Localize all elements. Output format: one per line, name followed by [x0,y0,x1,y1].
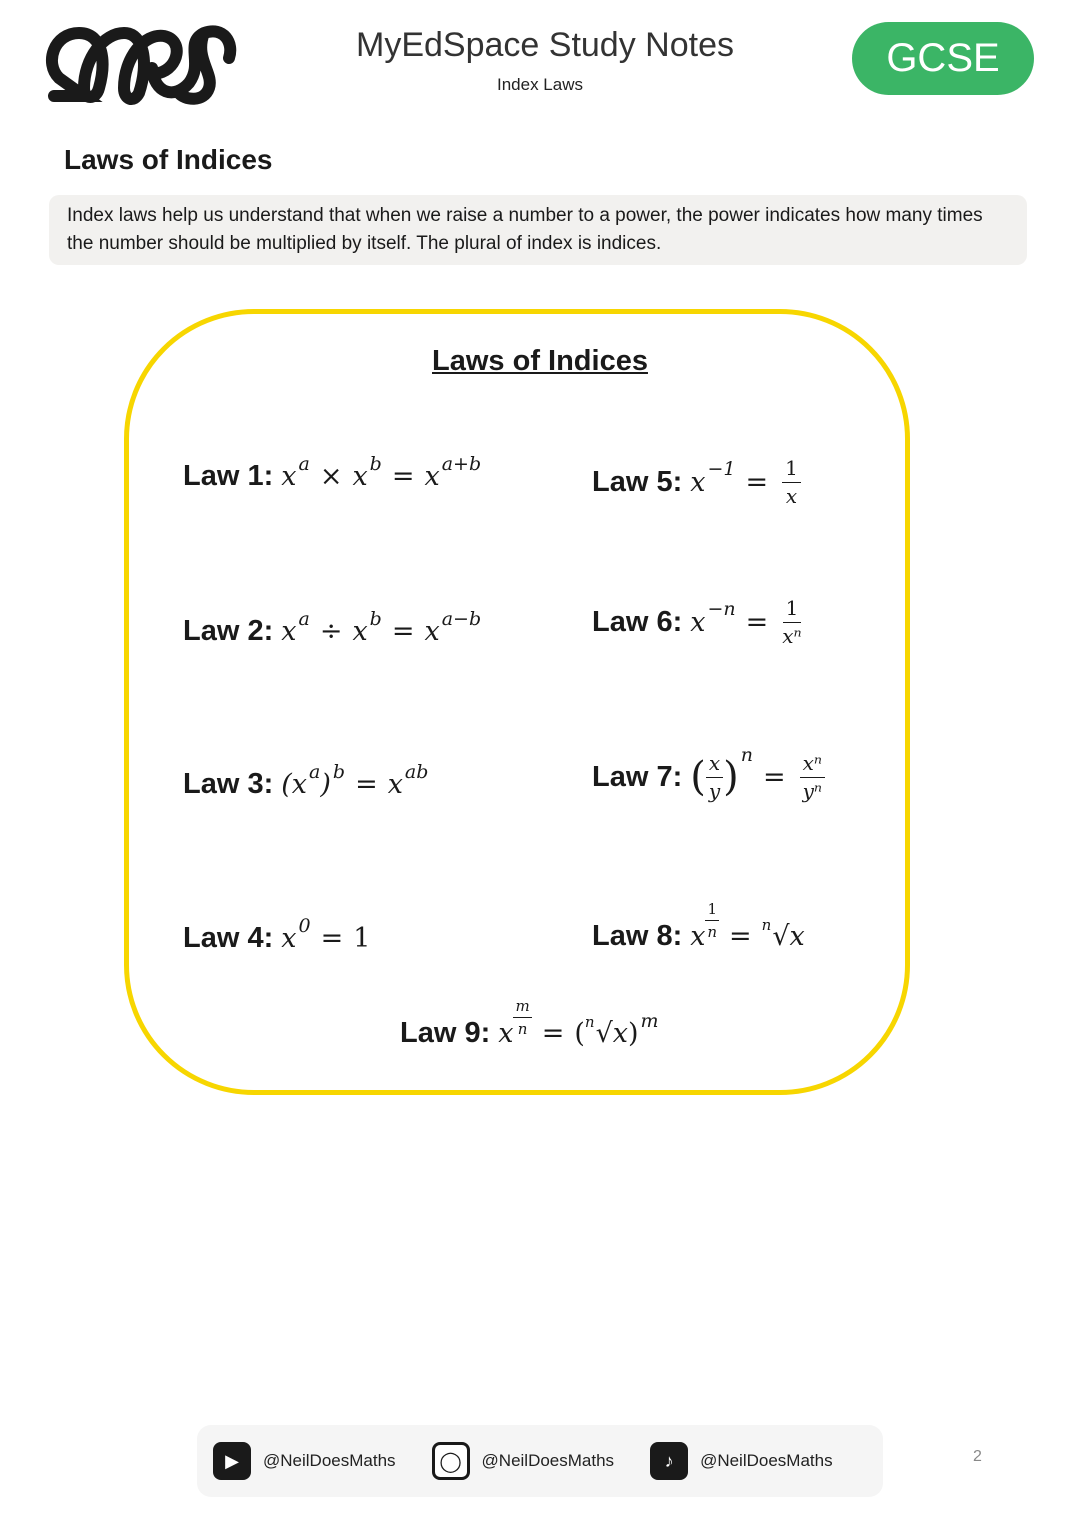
base: x [352,461,368,492]
page-subtitle: Index Laws [497,75,583,94]
law-label: Law 1: [183,460,274,492]
intro-text: Index laws help us understand that when we raise a number to a power, the power indicates how many times the number should be multiplied by itself. The plural of index is indices. [49,195,1027,265]
instagram-link[interactable] [432,1442,615,1480]
tiktok-handle: @NeilDoesMaths [700,1451,833,1470]
exponent: 0 [298,914,311,937]
base: x [690,466,706,498]
brand-title: MyEdSpace Study Notes [356,26,734,64]
instagram-handle: @NeilDoesMaths [481,1451,615,1470]
exponent: a [298,452,310,475]
law-label: Law 5: [592,465,683,498]
law-label: Law 7: [592,760,683,793]
denominator: x [785,484,798,508]
left-paren: ( [690,754,706,800]
exponent: a−b [441,607,482,630]
page-number: 2 [973,1448,982,1465]
exponent: n [740,744,753,766]
paren: ( [574,1018,585,1049]
fraction [706,750,723,804]
numerator: 1 [782,455,801,483]
law-7 [592,744,829,804]
law-5 [592,455,805,509]
fraction [800,750,825,804]
base: x [690,921,706,952]
law-label: Law 9: [400,1017,491,1049]
base: x [352,616,368,647]
law-label: Law 2: [183,615,274,647]
result: 1 [353,923,371,954]
instagram-icon: ◯ [432,1442,470,1480]
equals: = [729,921,752,952]
fractional-exponent [705,899,719,942]
law-label: Law 3: [183,768,274,800]
law-3 [183,760,429,801]
law-8 [592,900,805,958]
right-paren: ) [723,754,739,800]
operator: ÷ [319,616,343,647]
tiktok-link[interactable] [650,1442,833,1480]
numerator: 1 [705,899,719,921]
base: x [281,923,297,954]
root: √x [595,1018,628,1049]
law-label: Law 6: [592,605,683,638]
tiktok-icon: ♪ [650,1442,688,1480]
youtube-handle: @NeilDoesMaths [263,1451,396,1470]
law-2 [183,607,482,648]
root-index: n [761,915,772,934]
law-9 [400,997,659,1055]
equals: = [745,466,769,498]
equals: = [541,1018,565,1049]
base: x [281,461,297,492]
paren: ) [628,1018,639,1049]
base: x [498,1018,514,1049]
exponent: ab [404,760,429,783]
exponent: −1 [707,458,736,480]
root-index: n [584,1012,595,1031]
laws-box [124,309,910,1095]
base: x [387,769,403,800]
exponent: a+b [441,452,482,475]
root: √x [772,921,805,952]
exponent: b [369,452,382,475]
base: x [424,461,440,492]
base: (x [281,769,308,800]
equals: = [355,769,378,800]
box-title: Laws of Indices [432,345,648,377]
exponent: b [369,607,382,630]
equals: = [745,606,769,638]
youtube-link[interactable] [213,1442,396,1480]
exponent: b [332,760,346,783]
denominator: n [517,1020,528,1038]
law-label: Law 8: [592,920,683,952]
numerator: m [513,996,531,1018]
denominator: y [708,779,721,803]
denominator: xⁿ [782,624,802,648]
law-4 [183,914,371,955]
law-6 [592,595,806,649]
myedspace-logo [44,18,244,108]
exponent: a [298,607,310,630]
section-title: Laws of Indices [64,144,273,175]
exponent: a [309,760,321,783]
equals: = [391,461,415,492]
numerator: xⁿ [800,750,825,778]
exponent: m [640,1009,659,1032]
denominator: n [707,923,718,941]
fraction [782,595,801,649]
fraction [782,455,801,509]
numerator: x [706,750,723,778]
base: x [690,606,706,638]
equals: = [763,761,786,793]
equals: = [391,616,415,647]
base: x [424,616,440,647]
gcse-badge: GCSE [852,22,1034,95]
fractional-exponent [513,996,531,1039]
law-label: Law 4: [183,922,274,954]
equals: = [320,923,344,954]
exponent: −n [707,598,736,620]
operator: × [319,461,343,492]
paren: ) [320,769,331,800]
numerator: 1 [783,595,802,623]
law-1 [183,452,482,493]
youtube-icon: ▶ [213,1442,251,1480]
denominator: yⁿ [802,779,823,803]
base: x [281,616,297,647]
social-footer [197,1425,883,1497]
